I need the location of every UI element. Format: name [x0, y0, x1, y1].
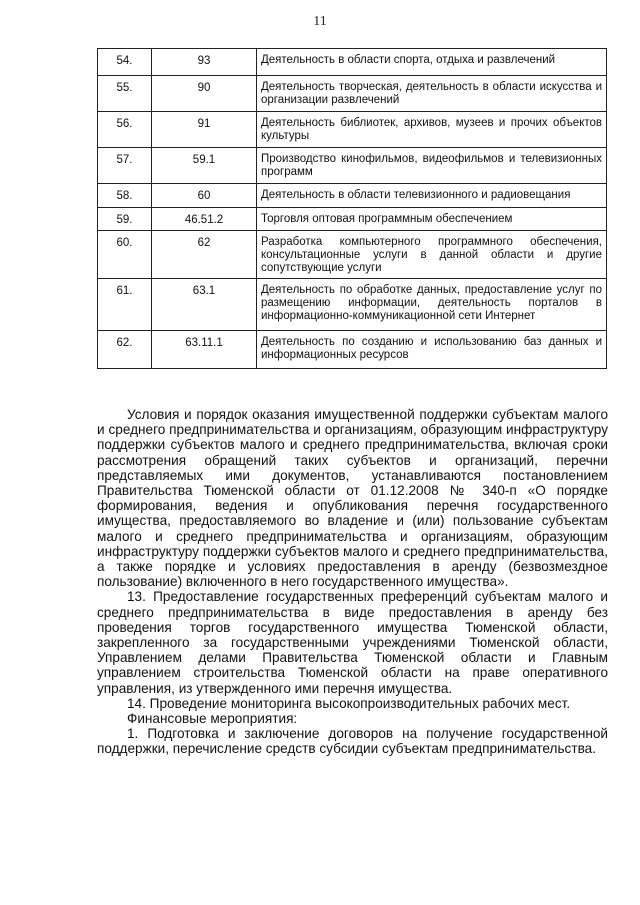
table-row [98, 76, 607, 112]
table-row [98, 208, 607, 231]
table-row [98, 331, 607, 369]
activity-description-cell: Деятельность в области телевизионного и радиовещания [257, 184, 607, 208]
paragraph: 13. Предоставление государственных преференций субъектам малого и среднего предпринимательства в виде предоставления в аренду без проведения торгов государственного имущества Тюменской области, закрепленного за государственными учреждениями Тюменской области, Управлением делами Правительства Тюменской области и Главным управлением строительства Тюменской области на праве оперативного управления, из утвержденного ими перечня имущества. [97, 589, 608, 696]
activity-description-cell: Деятельность в области спорта, отдыха и развлечений [257, 49, 607, 76]
row-number-cell: 54. [98, 49, 152, 76]
paragraph: 14. Проведение мониторинга высокопроизводительных рабочих мест. [127, 695, 571, 711]
body-text [97, 407, 608, 757]
paragraph: 1. Подготовка и заключение договоров на получение государственной поддержки, перечисление средств субсидии субъектам предпринимательства. [97, 726, 608, 757]
table-row [98, 148, 607, 184]
okved-code-cell: 60 [152, 184, 257, 208]
row-number-cell: 58. [98, 184, 152, 208]
okved-code-cell: 46.51.2 [152, 208, 257, 231]
okved-code-cell: 62 [152, 231, 257, 279]
row-number-cell: 61. [98, 279, 152, 331]
row-number-cell: 56. [98, 112, 152, 148]
page-number: 11 [313, 14, 327, 29]
activity-codes-table [97, 48, 607, 369]
okved-code-cell: 91 [152, 112, 257, 148]
row-number-cell: 57. [98, 148, 152, 184]
table-row [98, 184, 607, 208]
activity-description-cell: Разработка компьютерного программного обеспечения, консультационные услуги в данной области и другие сопутствующие услуги [257, 231, 607, 279]
row-number-cell: 62. [98, 331, 152, 369]
activity-description-cell: Деятельность по созданию и использованию баз данных и информационных ресурсов [257, 331, 607, 369]
paragraph: Условия и порядок оказания имущественной поддержки субъектам малого и среднего предпринимательства и организациям, образующим инфраструктуру поддержки субъектов малого и среднего предпринимательства, включая сроки рассмотрения обращений таких субъектов и организаций, перечни представляемых ими документов, устанавливаются постановлением Правительства Тюменской области от 01.12.2008 № 340-п «О порядке формирования, ведения и опубликования перечня государственного имущества, предоставляемого во владение и (или) пользование субъектам малого и среднего предпринимательства и организациям, образующим инфраструктуру поддержки субъектов малого и среднего предпринимательства, а также порядке и условиях предоставления в аренду (безвозмездное пользование) включенного в него государственного имущества». [97, 407, 608, 590]
row-number-cell: 60. [98, 231, 152, 279]
activity-description-cell: Деятельность по обработке данных, предоставление услуг по размещению информации, деятельность порталов в информационно-коммуникационной сети Интернет [257, 279, 607, 331]
activity-description-cell: Торговля оптовая программным обеспечением [257, 208, 607, 231]
table-row [98, 112, 607, 148]
row-number-cell: 55. [98, 76, 152, 112]
okved-code-cell: 93 [152, 49, 257, 76]
activity-description-cell: Производство кинофильмов, видеофильмов и телевизионных программ [257, 148, 607, 184]
paragraph: Финансовые мероприятия: [127, 711, 298, 727]
activity-description-cell: Деятельность библиотек, архивов, музеев и прочих объектов культуры [257, 112, 607, 148]
table-row [98, 49, 607, 76]
okved-code-cell: 63.1 [152, 279, 257, 331]
row-number-cell: 59. [98, 208, 152, 231]
okved-code-cell: 90 [152, 76, 257, 112]
activity-description-cell: Деятельность творческая, деятельность в области искусства и организации развлечений [257, 76, 607, 112]
table-row [98, 231, 607, 279]
okved-code-cell: 59.1 [152, 148, 257, 184]
table-row [98, 279, 607, 331]
okved-code-cell: 63.11.1 [152, 331, 257, 369]
